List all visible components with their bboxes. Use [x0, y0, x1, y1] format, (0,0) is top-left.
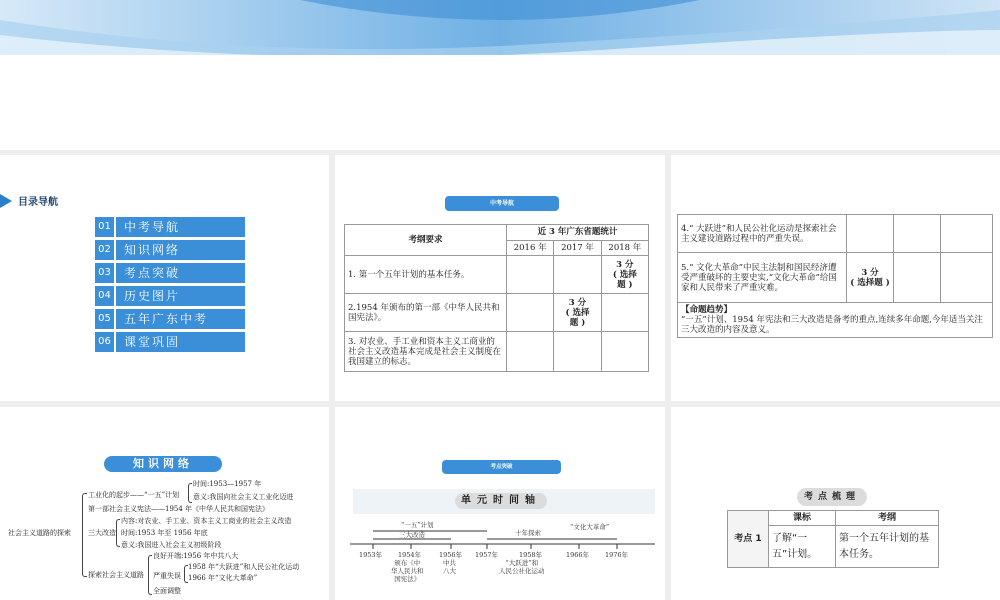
item-label: 知识网络 [116, 240, 245, 260]
mistake-1966: 1966 年“文化大革命” [188, 574, 258, 582]
trend-text: “一五”计划、1954 年宪法和三大改造是备考的重点,连续多年命题,今年适当关注三大改造的内容及意义。 [681, 315, 983, 335]
branch-exploration: 探索社会主义道路 [88, 571, 144, 579]
timeline-title: 单元时间轴 [455, 493, 547, 509]
item-number: 04 [95, 286, 114, 306]
mindmap-root: 社会主义道路的探索 [8, 529, 71, 537]
trend-row [678, 303, 993, 338]
knowledge-network-pill: 知识网络 [104, 456, 222, 472]
branch-time: 时间:1953—1957 年 [193, 480, 262, 488]
requirement-cell: 3. 对农业、手工业和资本主义工商业的社会主义改造基本完成是社会主义制度在我国建立的标志。 [345, 332, 507, 372]
span-label-five-year-plan: “一五”计划 [401, 521, 434, 529]
year-header: 2017 年 [554, 240, 601, 256]
requirement-cell: 1. 第一个五年计划的基本任务。 [345, 256, 507, 294]
year-header: 2018 年 [601, 240, 648, 256]
score-cell [507, 256, 554, 294]
year-label: 1958年 [519, 551, 543, 559]
event-note: “大跃进”和 人民公社化运动 [499, 559, 545, 575]
col-header-requirement: 考纲要求 [345, 225, 507, 256]
table-row [345, 332, 649, 372]
year-label: 1954年 [398, 551, 422, 559]
reform-meaning: 意义:我国进入社会主义初级阶段 [121, 541, 222, 549]
score-cell [507, 294, 554, 332]
standard-cell: 了解“一五”计划。 [769, 526, 836, 568]
key-points-table [727, 510, 939, 568]
year-label: 1957年 [475, 551, 499, 559]
score-cell [601, 294, 648, 332]
exploration-adjust: 全面调整 [153, 587, 181, 595]
score-cell: 3 分 ( 选择 题 ) [601, 256, 648, 294]
item-label: 考点突破 [116, 263, 245, 283]
directory-item[interactable] [95, 309, 245, 329]
table-row [345, 294, 649, 332]
year-label: 1966年 [566, 551, 590, 559]
score-cell [554, 332, 601, 372]
table-row [678, 215, 993, 253]
brace [188, 483, 192, 503]
directory-title: 目录导航 [18, 197, 58, 208]
slide-directory[interactable] [0, 155, 329, 401]
score-cell [601, 332, 648, 372]
arrow-icon [0, 194, 12, 208]
table-row [345, 256, 649, 294]
branch-meaning: 意义:我国向社会主义工业化迈进 [193, 493, 294, 501]
slide-exam-guide-cont[interactable] [671, 155, 1000, 401]
exam-guide-table [344, 224, 649, 372]
exploration-good-start: 良好开端:1956 年中共八大 [153, 552, 239, 560]
item-label: 课堂巩固 [116, 332, 245, 352]
table-row [678, 253, 993, 303]
score-cell: 3 分 ( 选择题 ) [847, 253, 894, 303]
directory-list [95, 217, 245, 355]
item-label: 历史图片 [116, 286, 245, 306]
slide-knowledge-network[interactable] [0, 407, 329, 600]
span-label-cultural-revolution: “文化大革命” [570, 523, 610, 531]
col-header-outline: 考纲 [836, 511, 939, 526]
item-number: 01 [95, 217, 114, 237]
score-cell [507, 332, 554, 372]
score-cell [941, 253, 993, 303]
requirement-cell: 2.1954 年颁布的第一部《中华人民共和国宪法》。 [345, 294, 507, 332]
brace [116, 519, 120, 547]
event-note: 中共 八大 [443, 559, 456, 575]
year-label: 1953年 [359, 551, 383, 559]
wave-decoration [0, 0, 1000, 150]
directory-item[interactable] [95, 286, 245, 306]
col-header-stats: 近 3 年广东省题统计 [507, 225, 649, 241]
point-label: 考点 1 [728, 511, 769, 568]
trend-title: 【命题趋势】 [681, 305, 733, 315]
year-label: 1976年 [605, 551, 629, 559]
brace [82, 493, 87, 577]
year-label: 1956年 [439, 551, 463, 559]
year-header: 2016 年 [507, 240, 554, 256]
reform-content: 内容:对农业、手工业、资本主义工商业的社会主义改造 [121, 517, 292, 525]
score-cell [847, 215, 894, 253]
exam-breakthrough-pill: 考点突破 [442, 460, 561, 474]
span-label-three-reforms: 三大改造 [399, 531, 425, 539]
directory-item[interactable] [95, 240, 245, 260]
branch-industrialization: 工业化的起步——“一五”计划 [88, 491, 180, 499]
score-cell [894, 215, 941, 253]
directory-item[interactable] [95, 332, 245, 352]
score-cell [941, 215, 993, 253]
mistake-1958: 1958 年“大跃进”和人民公社化运动 [188, 563, 300, 571]
slide-key-points[interactable] [671, 407, 1000, 600]
score-cell [894, 253, 941, 303]
directory-item[interactable] [95, 217, 245, 237]
directory-header [0, 193, 58, 208]
reform-time: 时间:1953 年至 1956 年底 [121, 529, 208, 537]
item-number: 03 [95, 263, 114, 283]
item-number: 05 [95, 309, 114, 329]
branch-three-reforms: 三大改造 [88, 529, 116, 537]
score-cell: 3 分 ( 选择 题 ) [554, 294, 601, 332]
span-label-ten-years: 十年探索 [515, 529, 541, 537]
brace [148, 555, 152, 595]
outline-cell: 第一个五年计划的基本任务。 [836, 526, 939, 568]
item-label: 五年广东中考 [116, 309, 245, 329]
top-banner [0, 0, 1000, 150]
score-cell [554, 256, 601, 294]
event-note: 颁布《中 华人民共和 国宪法》 [391, 559, 424, 583]
item-label: 中考导航 [116, 217, 245, 237]
directory-item[interactable] [95, 263, 245, 283]
item-number: 06 [95, 332, 114, 352]
requirement-cell: 5.“ 文化大革命”中民主法制和国民经济遭受严重破坏的主要史实,“文化大革命”给国家和人民带来了严重灾难。 [678, 253, 847, 303]
exploration-mistake: 严重失误 [153, 572, 181, 580]
slide-timeline[interactable] [335, 407, 665, 600]
col-header-standard: 课标 [769, 511, 836, 526]
exam-guide-pill: 中考导航 [445, 196, 559, 211]
slide-exam-guide[interactable] [335, 155, 665, 401]
branch-constitution: 第一部社会主义宪法——1954 年《中华人民共和国宪法》 [88, 505, 270, 513]
requirement-cell: 4.“ 大跃进”和人民公社化运动是探索社会主义建设道路过程中的严重失误。 [678, 215, 847, 253]
item-number: 02 [95, 240, 114, 260]
trend-cell [678, 303, 993, 338]
key-points-title: 考点梳理 [797, 488, 867, 506]
exam-guide-table-cont [677, 214, 993, 338]
